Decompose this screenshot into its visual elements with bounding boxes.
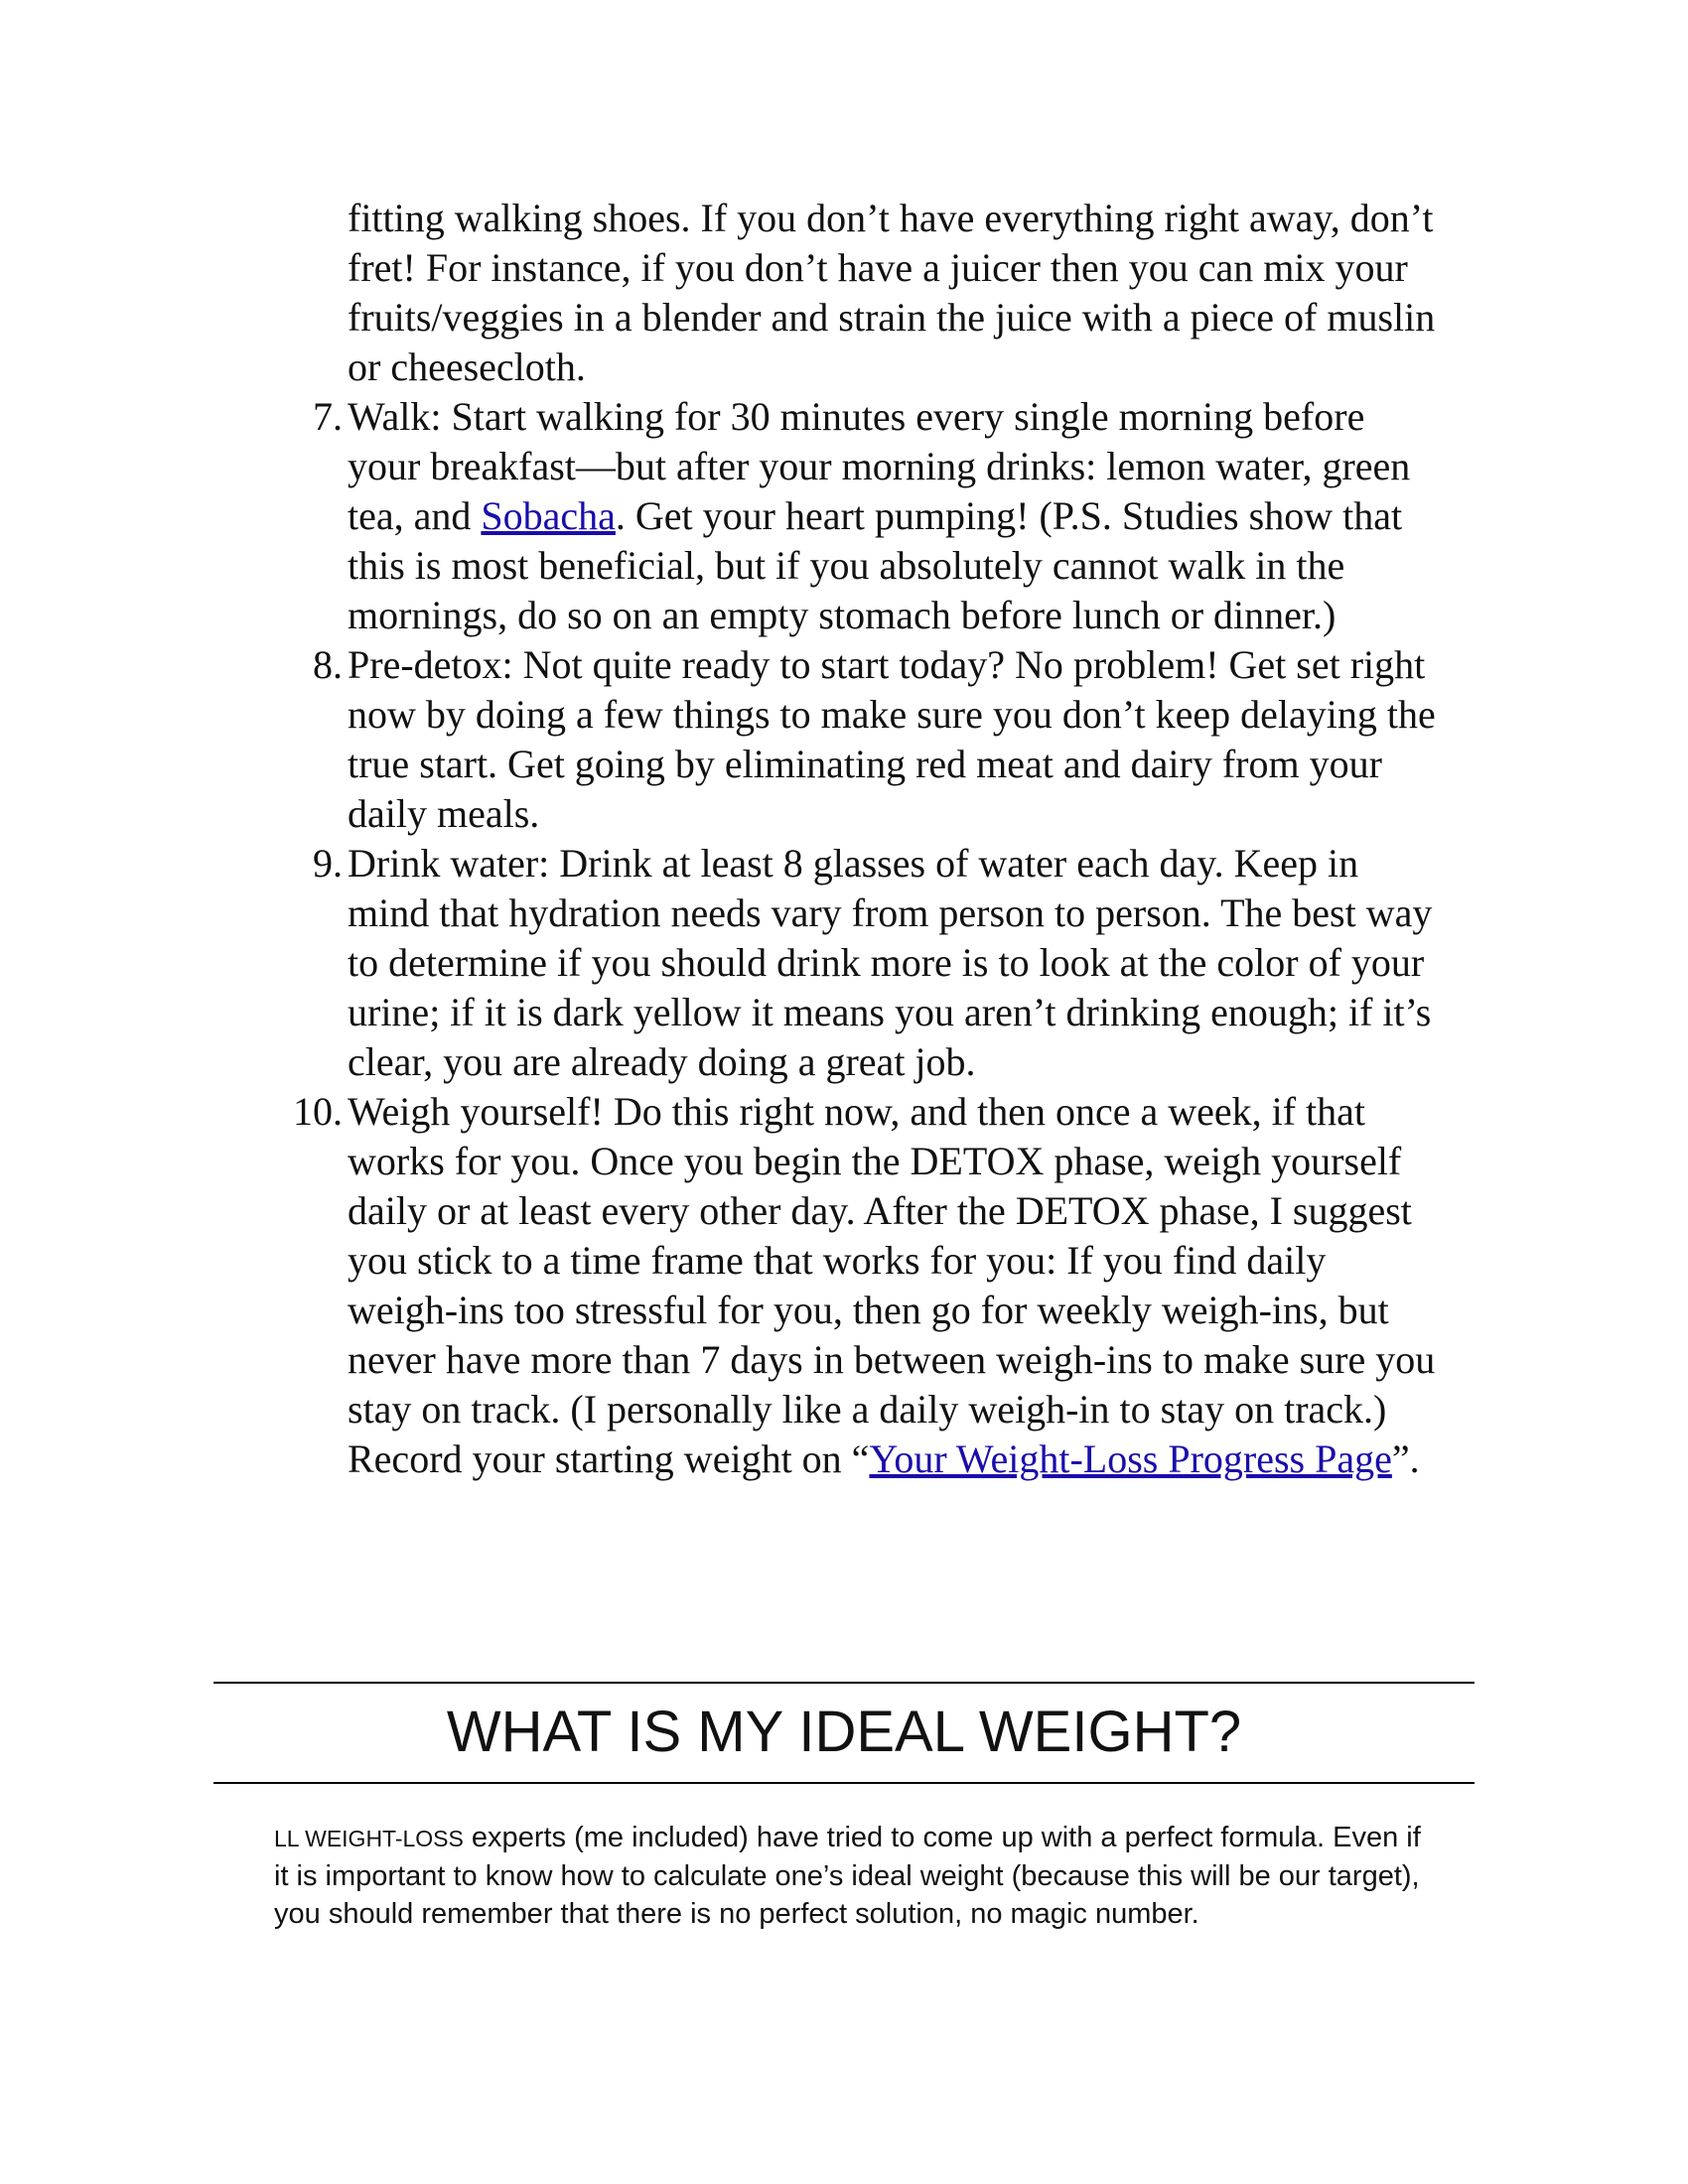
list-item-9 (248, 839, 1440, 1087)
list-item-6-continuation (248, 194, 1440, 392)
list-number-8: 8. (313, 642, 343, 687)
list-item-10 (248, 1087, 1440, 1484)
sobacha-link[interactable]: Sobacha (481, 493, 616, 538)
list-item-8-text: Pre-detox: Not quite ready to start today? No problem! Get set right now by doing a few things to make sure you don’t keep delaying the true start. Get going by eliminating red meat and dairy from your daily meals. (348, 642, 1436, 836)
list-number-7: 7. (313, 394, 343, 439)
list-item-7 (248, 392, 1440, 640)
list-item-9-text: Drink water: Drink at least 8 glasses of water each day. Keep in mind that hydration needs vary from person to person. The best way to determine if you should drink more is to look at the color of your urine; if it is dark yellow it means you aren’t drinking enough; if it’s clear, you are already doing a great job. (348, 841, 1433, 1084)
intro-smallcaps-lead: LL WEIGHT-LOSS (274, 1826, 464, 1851)
list-item-7-text-after: . Get your heart pumping! (P.S. Studies show that this is most beneficial, but if you absolutely cannot walk in the mornings, do so on an empty stomach before lunch or dinner.) (348, 493, 1403, 637)
heading-bottom-divider (213, 1782, 1475, 1784)
list-number-10: 10. (293, 1089, 343, 1134)
weight-loss-progress-page-link[interactable]: Your Weight-Loss Progress Page (869, 1436, 1392, 1481)
list-item-10-text-before: Weigh yourself! Do this right now, and then once a week, if that works for you. Once you begin the DETOX phase, weigh yourself daily or at least every other day. After the DETOX phase, I suggest you stick to a time frame that works for you: If you find daily weigh-ins too stressful for you, then go for weekly weigh-ins, but never have more than 7 days in between weigh-ins to make sure you stay on track. (I personally like a daily weigh-in to stay on track.) Record your starting weight on “ (348, 1089, 1436, 1481)
section-heading: WHAT IS MY IDEAL WEIGHT? (446, 1700, 1242, 1764)
list-item-8 (248, 640, 1440, 839)
numbered-list (248, 194, 1440, 1484)
list-item-7-text-before: Walk: Start walking for 30 minutes every single morning before your breakfast—but after your morning drinks: lemon water, green tea, and (348, 394, 1411, 538)
list-number-9: 9. (313, 841, 343, 886)
list-item-10-text-after: ”. (1391, 1436, 1420, 1481)
section-intro-paragraph (274, 1819, 1436, 1933)
intro-body-text: experts (me included) have tried to come up with a perfect formula. Even if it is important to know how to calculate one’s ideal weight (because this will be our target), you should remember that there is no perfect solution, no magic number. (274, 1822, 1421, 1930)
heading-top-divider (213, 1682, 1475, 1684)
list-item-6-text: fitting walking shoes. If you don’t have everything right away, don’t fret! For instance, if you don’t have a juicer then you can mix your fruits/veggies in a blender and strain the juice with a piece of muslin or cheesecloth. (348, 196, 1436, 389)
